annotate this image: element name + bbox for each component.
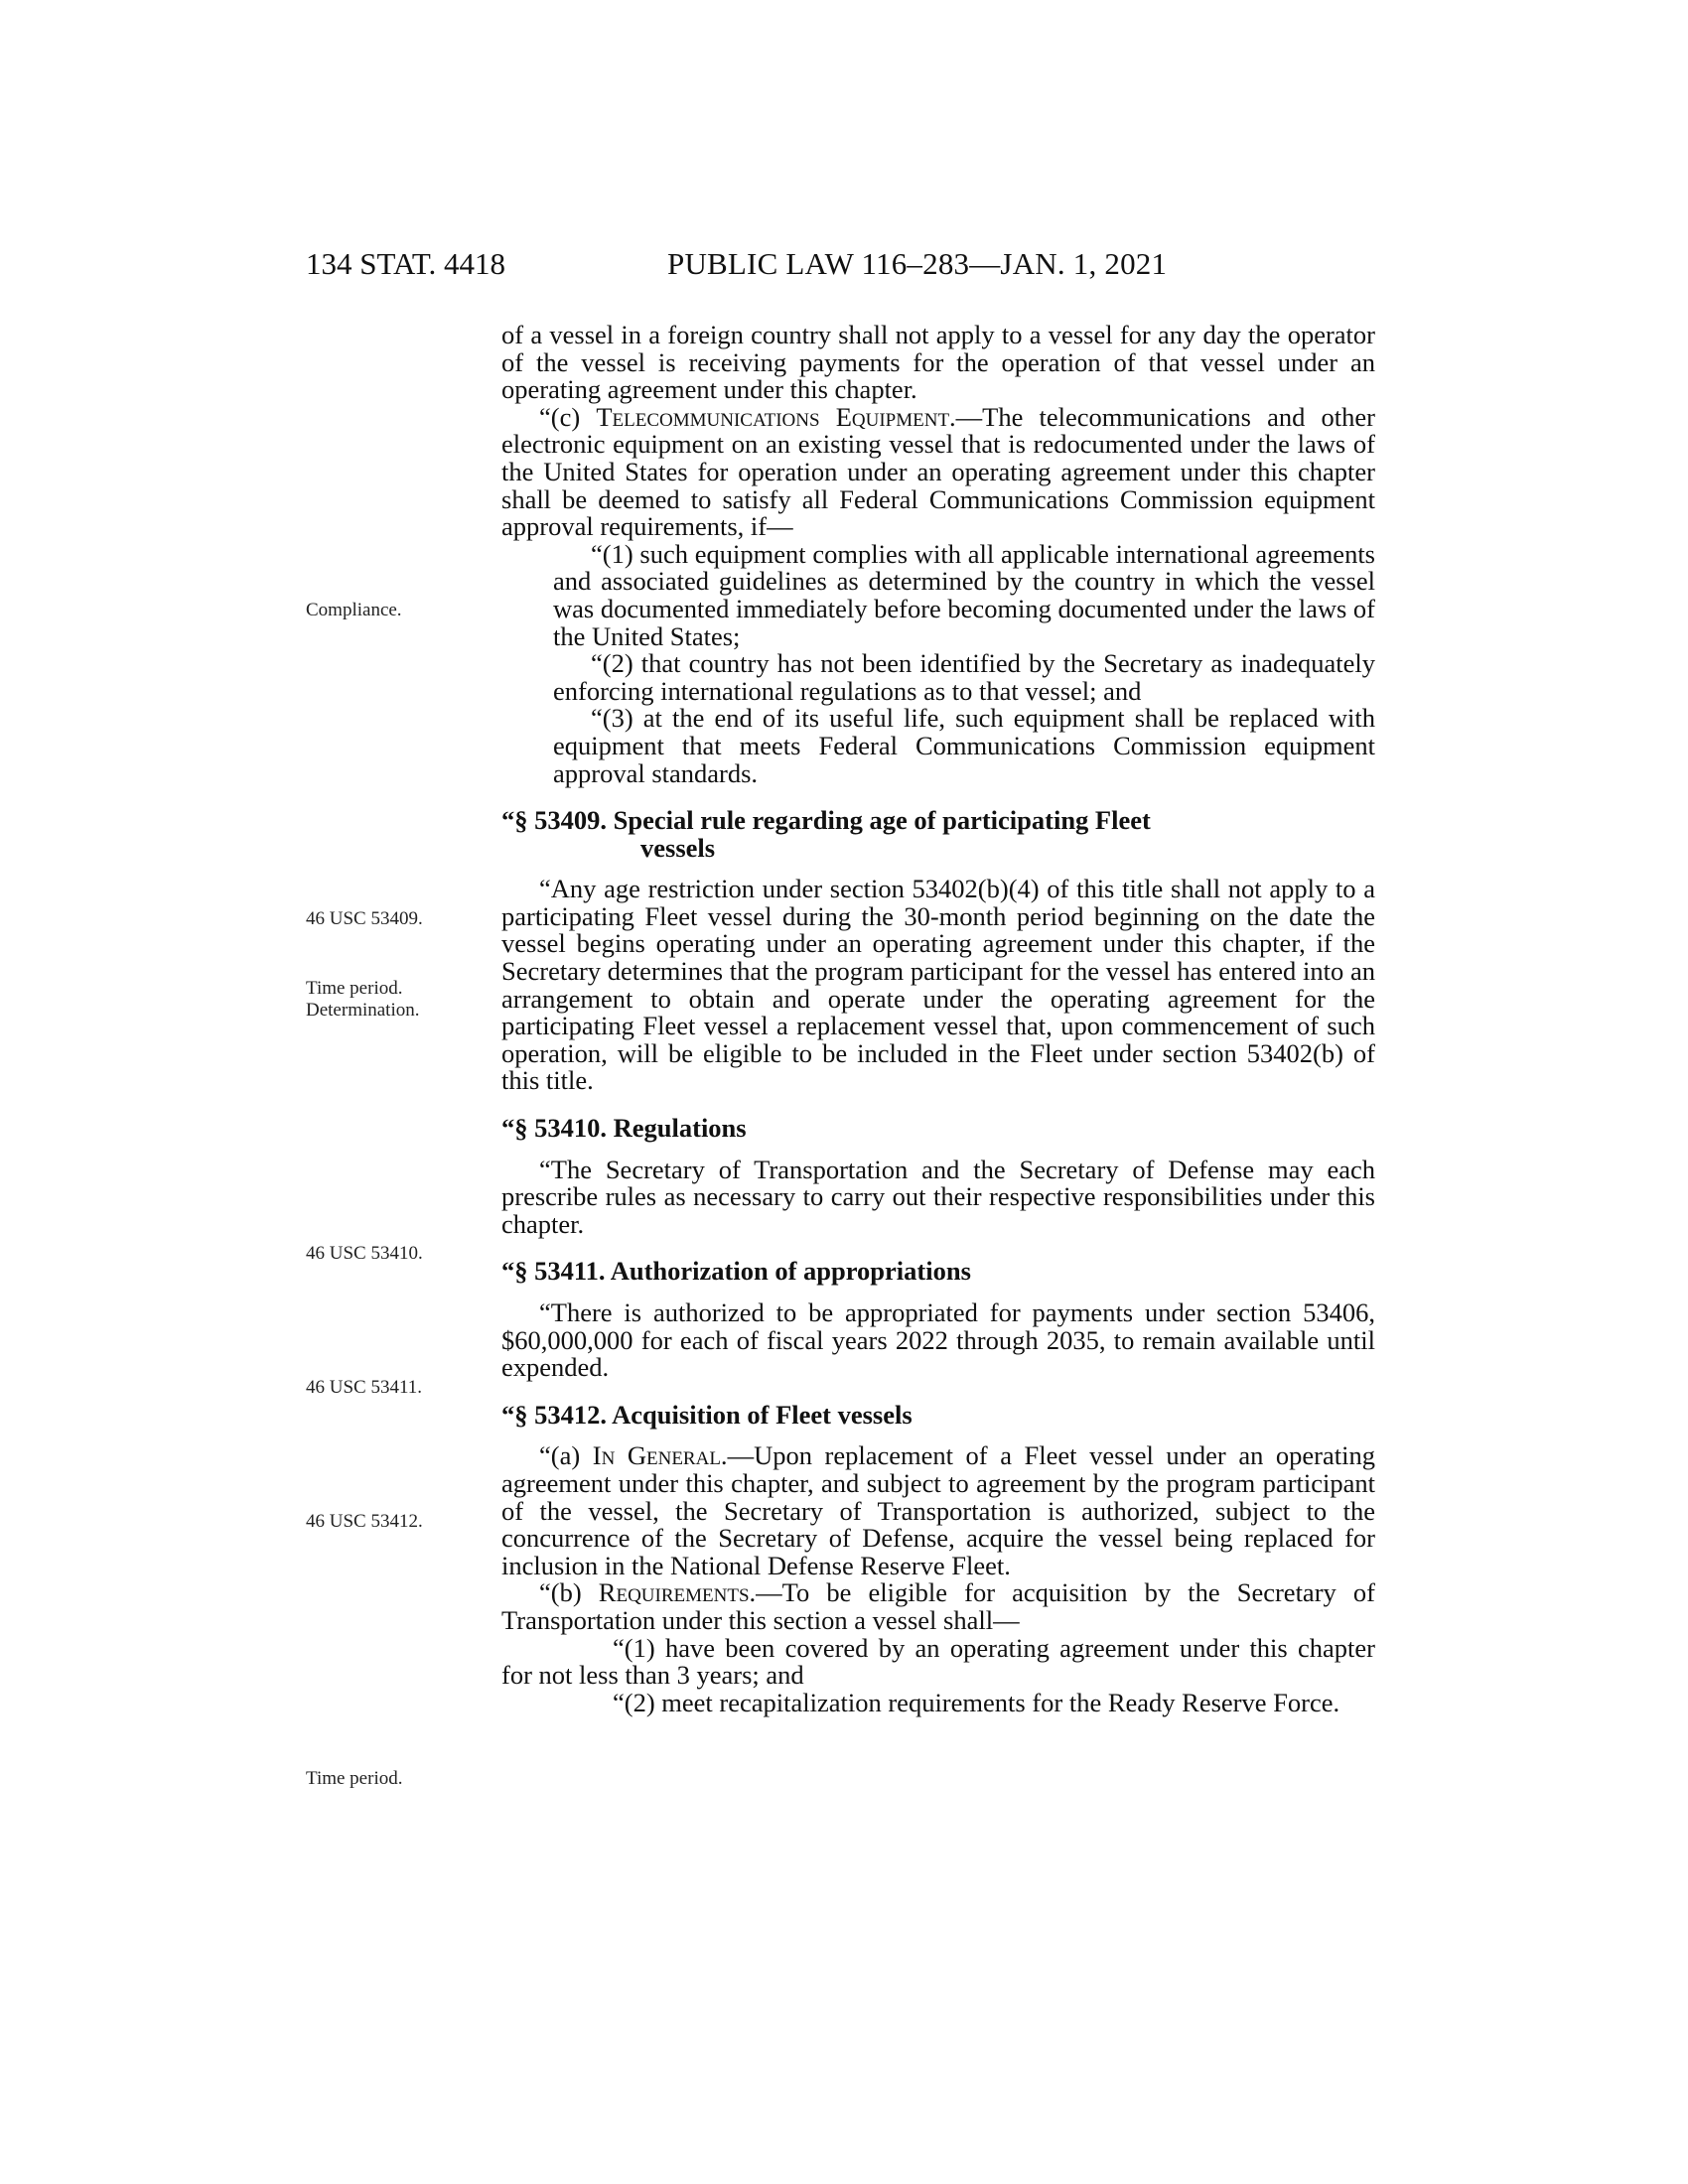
subsection-c-label: “(c) [539,401,597,432]
subsection-c-heading: Telecommunications Equipment. [596,401,956,432]
subsection-a-label: “(a) [539,1440,593,1471]
margin-note-usc-53410: 46 USC 53410. [306,1243,423,1264]
section-53409-body: “Any age restriction under section 53402(b)(4) of this title shall not apply to a participating Fleet vessel during the 30-month period beginning on the date the vessel begins operating under an operating agreement under this chapter, if the Secretary determines that the program participant for the vessel has entered into an arrangement to obtain and operate under the operating agreement for the participating Fleet vessel a replacement vessel that, upon commencement of such operation, will be eligible to be included in the Fleet under section 53402(b) of this title. [501,874,1375,1096]
section-53409-heading-line2: vessels [640,832,716,863]
section-53410-heading: “§ 53410. Regulations [501,1113,747,1144]
paragraph-continuation: of a vessel in a foreign country shall not apply to a vessel for any day the operator of the vessel is receiving payments for the operation of that vessel under an operating agreement under this chapter. [501,320,1375,405]
subsection-b-body: —To be eligible for acquisition by the Secretary of Transportation under this section a vessel shall— [501,1577,1375,1635]
section-53410-body: “The Secretary of Transportation and the Secretary of Defense may each prescribe rules as necessary to carry out their respective responsibilities under this chapter. [501,1154,1375,1239]
margin-note-usc-53409: 46 USC 53409. [306,908,423,929]
subsection-c-item-2: “(2) that country has not been identified by the Secretary as inadequately enforcing international regulations as to that vessel; and [553,648,1375,706]
margin-note-determination: Determination. [306,1000,420,1021]
stat-page-number: 134 STAT. 4418 [306,246,506,281]
margin-note-usc-53412: 46 USC 53412. [306,1511,423,1532]
subsection-b-label: “(b) [539,1577,599,1608]
subsection-b-item-1: “(1) have been covered by an operating agreement under this chapter for not less than 3 years; and [501,1632,1375,1691]
margin-note-usc-53411: 46 USC 53411. [306,1377,423,1398]
section-53412-heading: “§ 53412. Acquisition of Fleet vessels [501,1399,913,1430]
subsection-c-item-3: “(3) at the end of its useful life, such equipment shall be replaced with equipment that meets Federal Communications Commission equipment approval standards. [553,703,1375,788]
section-53411-heading: “§ 53411. Authorization of appropriations [501,1256,971,1287]
subsection-a-heading: In General. [592,1440,728,1471]
subsection-a [501,1442,1375,1579]
subsection-a-body: —Upon replacement of a Fleet vessel under an operating agreement under this chapter, and subject to agreement by the program participant of the vessel, the Secretary of Transportation is authorized, subject to the concurrence of the Secretary of Defense, acquire the vessel being replaced for inclusion in the National Defense Reserve Fleet. [501,1440,1375,1580]
section-53411-body: “There is authorized to be appropriated for payments under section 53406, $60,000,000 for each of fiscal years 2022 through 2035, to remain available until expended. [501,1297,1375,1383]
margin-note-compliance: Compliance. [306,600,402,620]
subsection-c-item-1: “(1) such equipment complies with all applicable international agreements and associated guidelines as determined by the country in which the vessel was documented immediately before becoming documented under the laws of the United States; [553,538,1375,651]
margin-note-time-period: Time period. [306,978,403,999]
subsection-c-body: —The telecommunications and other electronic equipment on an existing vessel that is redocumented under the laws of the United States for operation under an operating agreement under this chapter shall be deemed to satisfy all Federal Communications Commission equipment approval requirements, if— [501,401,1375,542]
statute-text-column [501,322,1375,1716]
subsection-b [501,1579,1375,1634]
subsection-b-heading: Requirements. [598,1577,757,1608]
margin-note-time-period-2: Time period. [306,1768,403,1789]
subsection-c [501,401,1375,542]
page-header [0,246,1688,286]
public-law-title: PUBLIC LAW 116–283—JAN. 1, 2021 [667,246,1168,281]
subsection-b-item-2: “(2) meet recapitalization requirements for the Ready Reserve Force. [613,1687,1340,1717]
section-53409-heading-line1: “§ 53409. Special rule regarding age of participating Fleet [501,805,1151,836]
section-53409-heading [501,807,1375,862]
